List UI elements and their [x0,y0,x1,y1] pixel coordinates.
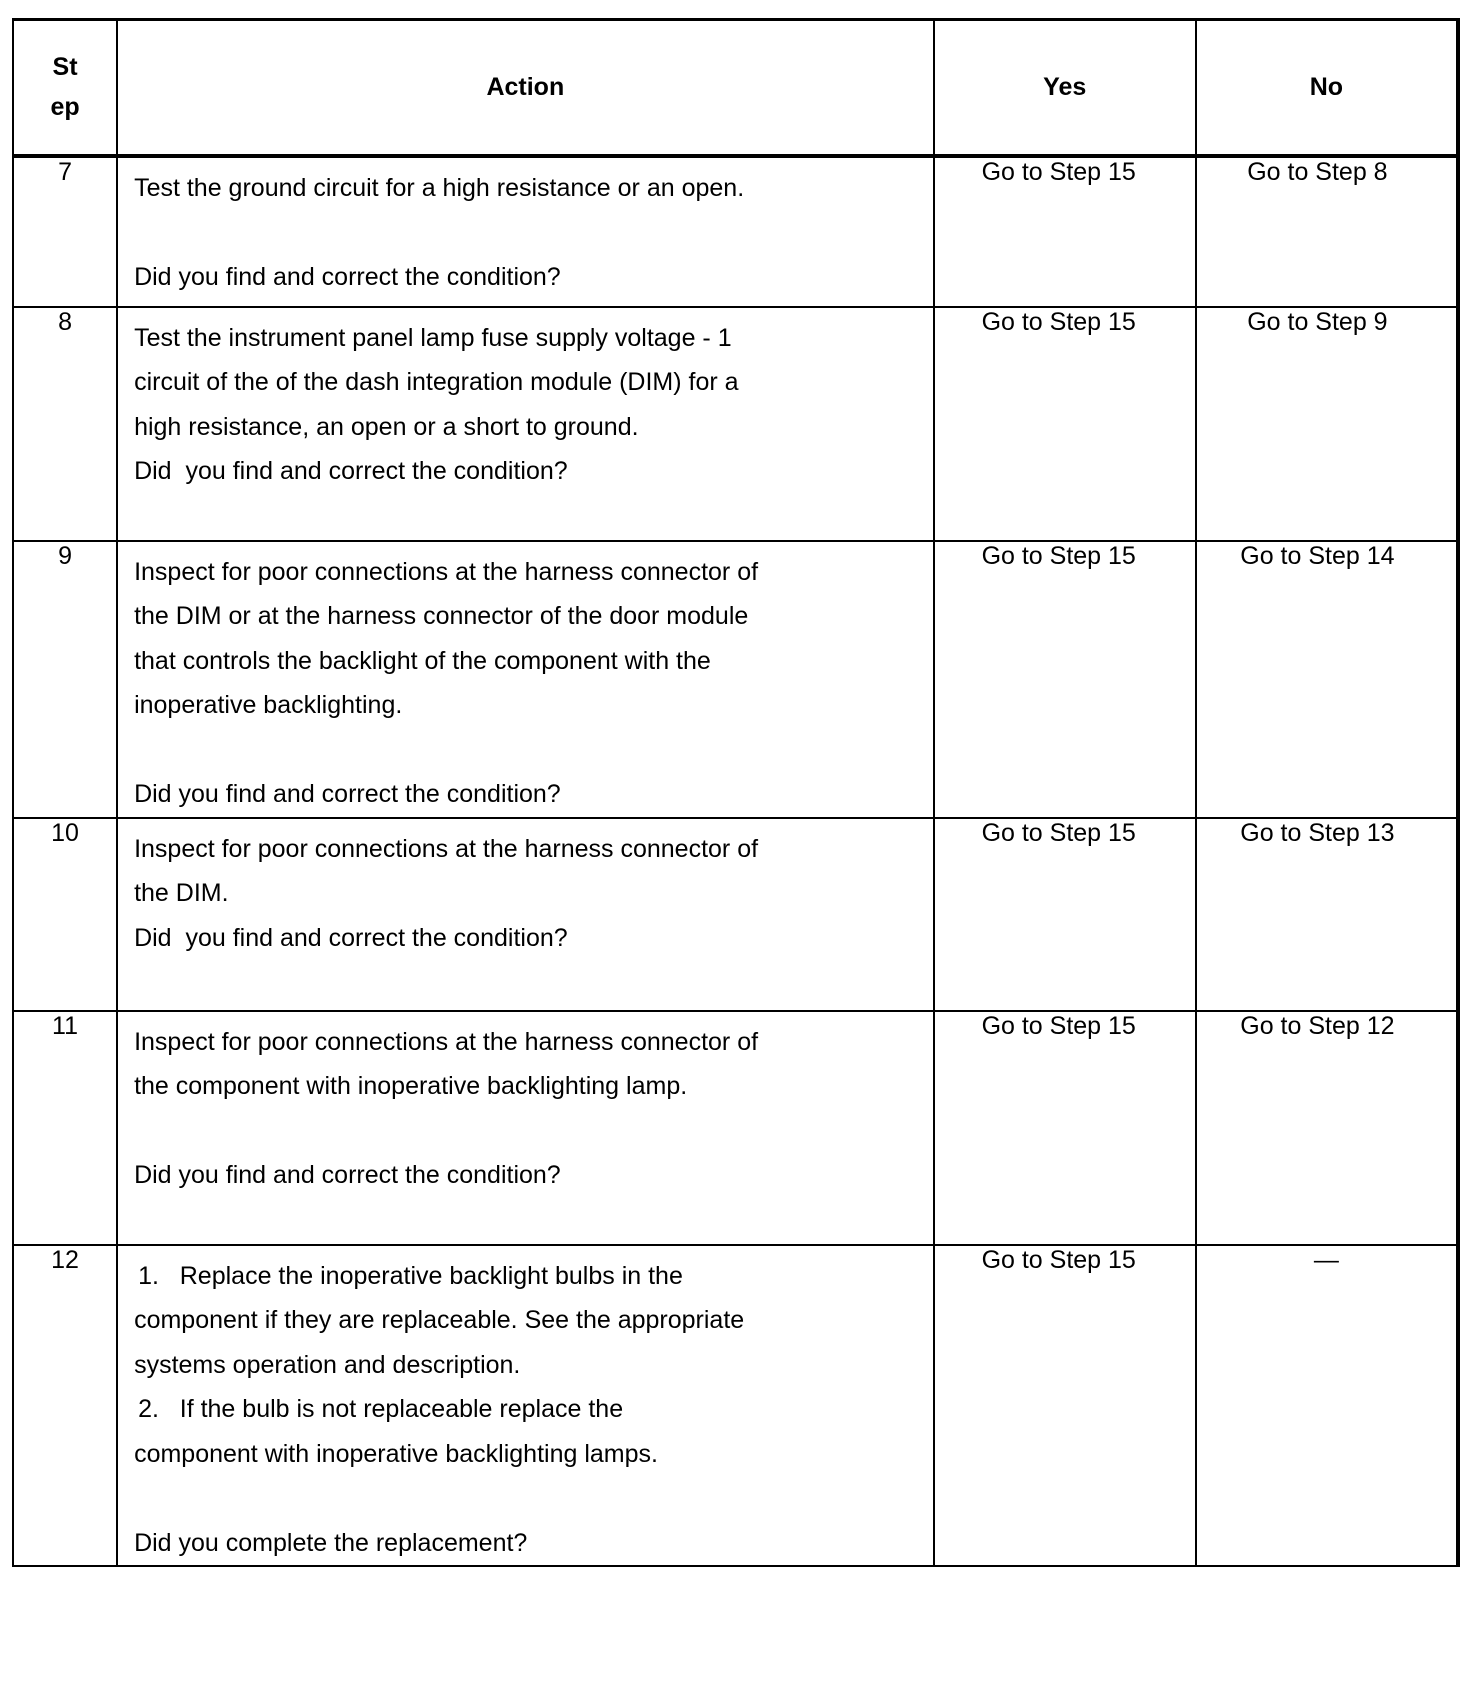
action-line: component with inoperative backlighting lamps. [134,1439,658,1468]
no-result: Go to Step 12 [1240,1011,1395,1040]
no-cell [1196,818,1458,1011]
action-line: Did you find and correct the condition? [134,457,568,485]
no-result: Go to Step 8 [1247,157,1388,186]
no-result: — [1313,1245,1339,1274]
yes-cell [934,1011,1196,1245]
action-blank-line [134,1476,933,1521]
yes-cell [934,156,1196,307]
yes-cell [934,307,1196,541]
header-step [13,20,117,156]
action-line: component if they are replaceable. See the appropriate [134,1306,745,1334]
table-row [13,541,1458,818]
action-blank-line [134,728,933,773]
table-header-row [13,20,1458,156]
yes-cell [934,1245,1196,1567]
no-cell [1196,156,1458,307]
action-cell [117,541,934,818]
yes-result: Go to Step 15 [981,307,1136,336]
action-cell [117,818,934,1011]
header-step-line2: ep [50,93,80,122]
no-cell [1196,1245,1458,1567]
action-line: 2. If the bulb is not replaceable replace the [138,1395,624,1423]
action-line: systems operation and description. [134,1350,521,1379]
action-line: Did you find and correct the condition? [134,262,561,291]
header-no: No [1196,20,1458,156]
no-result: Go to Step 9 [1247,307,1388,336]
action-line: Did you complete the replacement? [134,1528,528,1557]
step-number: 11 [13,1011,117,1245]
step-number: 7 [13,156,117,307]
action-line: the DIM. [134,879,229,907]
diagnostic-steps-table [12,18,1460,1567]
no-result: Go to Step 14 [1240,541,1395,570]
yes-result: Go to Step 15 [981,1011,1136,1040]
action-line: the DIM or at the harness connector of the door module [134,602,749,630]
step-number: 9 [13,541,117,818]
action-line: Inspect for poor connections at the harness connector of [134,834,759,863]
action-line: high resistance, an open or a short to ground. [134,412,639,441]
header-step-line1: St [52,53,78,82]
action-cell [117,156,934,307]
action-line: the component with inoperative backlighting lamp. [134,1072,688,1100]
table-row [13,1011,1458,1245]
action-line: Test the instrument panel lamp fuse supply voltage - 1 [134,323,732,352]
yes-result: Go to Step 15 [981,1245,1136,1274]
action-line: Test the ground circuit for a high resistance or an open. [134,173,745,202]
action-blank-line [134,210,933,255]
action-line: Did you find and correct the condition? [134,780,561,808]
yes-result: Go to Step 15 [981,541,1136,570]
yes-cell [934,541,1196,818]
step-number: 10 [13,818,117,1011]
action-line: 1. Replace the inoperative backlight bulbs in the [138,1261,683,1290]
header-action: Action [117,20,934,156]
action-cell [117,1245,934,1567]
table-row [13,818,1458,1011]
action-line: Inspect for poor connections at the harness connector of [134,1027,759,1056]
yes-result: Go to Step 15 [981,818,1136,847]
action-line: Inspect for poor connections at the harness connector of [134,557,759,586]
no-cell [1196,541,1458,818]
action-line: circuit of the of the dash integration module (DIM) for a [134,368,739,396]
table-row [13,156,1458,307]
header-yes: Yes [934,20,1196,156]
action-blank-line [134,1109,933,1154]
action-line: Did you find and correct the condition? [134,923,568,952]
action-line: Did you find and correct the condition? [134,1161,561,1189]
no-cell [1196,307,1458,541]
action-cell [117,307,934,541]
yes-cell [934,818,1196,1011]
yes-result: Go to Step 15 [981,157,1136,186]
table-row [13,1245,1458,1567]
step-number: 8 [13,307,117,541]
action-line: that controls the backlight of the component with the [134,646,711,675]
action-line: inoperative backlighting. [134,691,403,719]
no-cell [1196,1011,1458,1245]
no-result: Go to Step 13 [1240,818,1395,847]
action-cell [117,1011,934,1245]
table-row [13,307,1458,541]
step-number: 12 [13,1245,117,1567]
